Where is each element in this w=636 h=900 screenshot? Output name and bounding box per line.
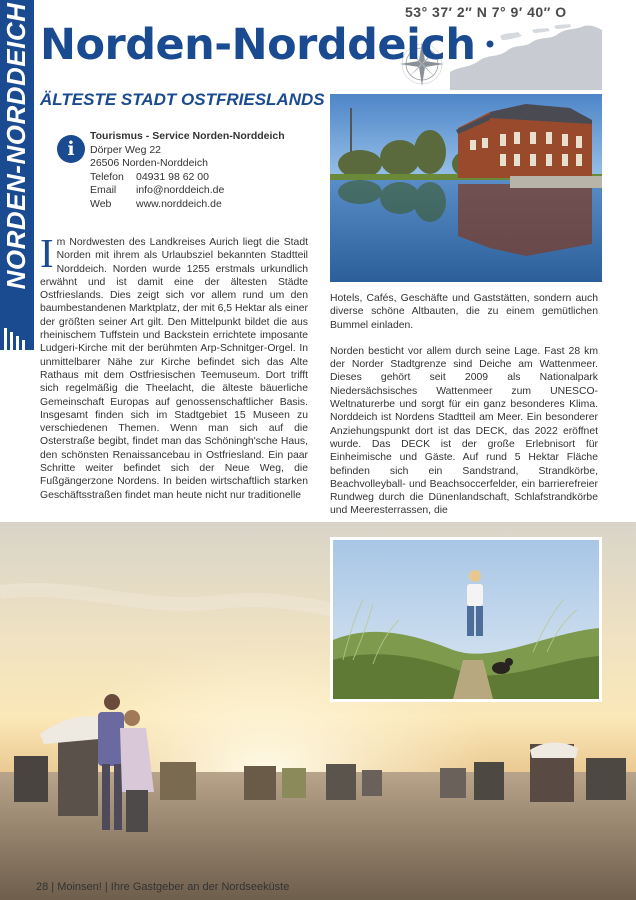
town-hall-illustration xyxy=(330,94,602,282)
page-footer: 28 | Moinsen! | Ihre Gastgeber an der Nordseeküste xyxy=(36,881,290,893)
photo-town-hall xyxy=(330,94,602,282)
article-column-1 xyxy=(40,236,308,516)
article-column-2 xyxy=(330,292,598,517)
contact-web-link[interactable]: www.norddeich.de xyxy=(136,197,222,210)
contact-street: Dörper Weg 22 xyxy=(90,143,162,156)
column-2-paragraph: Norden besticht vor allem durch seine Lage. Fast 28 km der Norder Stadtgrenze sind Deiche am Wattenmeer. Dieses gehört seit 2009 als Nationalpark Niedersächsisches Wattenmeer zum UNESCO-Weltnaturerbe und sorgt für ein ganz besonderes Klima. Norddeich ist Nordens Stadtteil am Meer. Ein besonderer Anziehungspunkt dort ist das DECK, das 2022 eröffnet wurde. Das DECK ist der große Erlebnisort für Einheimische und Gäste. Auf rund 5 Hektar Fläche befinden sich ein Sandstrand, Strandkörbe, Beachvolleyball- und Beachsoccerfelder, ein barrierefreier Rundweg durch die Dünenlandschaft, Schlafstrandkörbe und Meeresterrassen, die xyxy=(330,345,598,517)
contact-organization: Tourismus - Service Norden-Norddeich xyxy=(90,130,285,142)
dunes-walk-illustration xyxy=(333,540,599,699)
coordinates: 53° 37′ 2″ N 7° 9′ 40″ O xyxy=(405,4,567,20)
contact-phone[interactable]: 04931 98 62 00 xyxy=(136,170,209,183)
dropcap: I xyxy=(40,236,54,276)
contact-label: Email xyxy=(90,184,117,196)
page-title: Norden-Norddeich xyxy=(40,20,476,70)
contact-city: 26506 Norden-Norddeich xyxy=(90,157,208,169)
info-icon: i xyxy=(57,135,85,163)
side-band xyxy=(0,0,34,350)
contact-row-phone xyxy=(90,171,285,185)
contact-email-link[interactable]: info@norddeich.de xyxy=(136,184,225,196)
column-2-paragraph: Hotels, Cafés, Geschäfte und Gaststätten, sondern auch diverse schöne Altbauten, die zu einem gemütlichen Bummel einladen. xyxy=(330,293,598,331)
side-label: NORDEN-NORDDEICH xyxy=(1,2,31,290)
contact-label: Web xyxy=(90,197,112,210)
side-stripes xyxy=(4,328,30,350)
contact-row-email xyxy=(90,184,285,198)
photo-dunes-walk xyxy=(330,537,602,702)
contact-block xyxy=(90,130,285,211)
contact-label: Telefon xyxy=(90,170,124,183)
page-subtitle: ÄLTESTE STADT OSTFRIESLANDS xyxy=(40,90,325,109)
column-1-text: m Nordwesten des Landkreises Aurich liegt die Stadt Norden mit ihrem als Urlaubsziel bekannten Stadtteil Norddeich. Norden wurde 1255 erstmals urkundlich erwähnt und ist damit eine der ältesten Städte Ostfrieslands. Dies zeigt sich vor allem rund um den baumbestandenen Marktplatz, der mit 6,5 Hektar als einer der größten seiner Art gilt. Den Mittelpunkt bildet die aus rheinischem Tuffstein und Backstein errichtete imposante Ludgeri-Kirche mit der berühmten Arp-Schnitger-Orgel. In unmittelbarer Nähe zur Kirche befindet sich das Alte Rathaus mit dem Ostfriesischen Teemuseum. Dort trifft sich regelmäßig die Theelacht, die älteste bäuerliche Gemeinschaft Europas auf genossenschaftlicher Basis. Insgesamt finden sich im Stadtgebiet 15 Museen zu verschiedenen Themen. Wenn man sich auf die Osterstraße begibt, findet man das Schöningh'sche Haus, den schönsten Renaissancebau in Ostfriesland. Ein paar Schritte weiter befindet sich der Neue Weg, die Fußgängerzone Nordens. In beiden wirtschaftlich starken Geschäftsstraßen findet man heute nicht nur traditionelle xyxy=(40,237,308,501)
contact-row-web xyxy=(90,198,285,212)
